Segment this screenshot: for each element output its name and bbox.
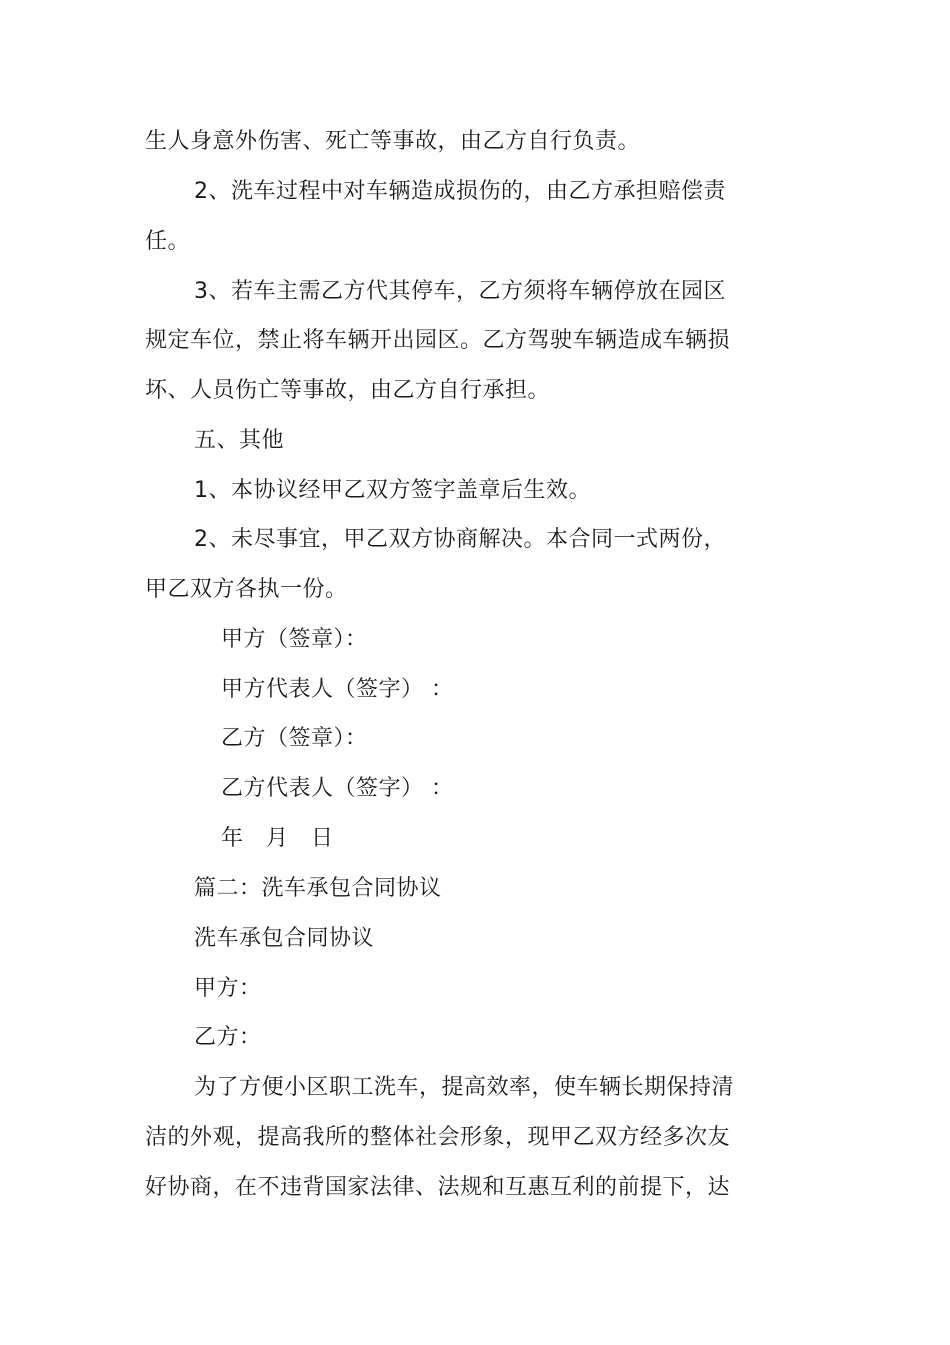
text-line: 任。 (145, 229, 191, 254)
party-b-field: 乙方： (194, 1025, 262, 1050)
section-heading: 五、其他 (194, 428, 285, 453)
party-a-field: 甲方： (194, 976, 262, 1001)
signature-party-a-seal: 甲方（签章）： (221, 627, 368, 652)
text-line: 甲乙双方各执一份。 (145, 577, 348, 602)
text-line: 2、未尽事宜，甲乙双方协商解决。本合同一式两份， (194, 527, 726, 552)
text-line: 规定车位，禁止将车辆开出园区。乙方驾驶车辆造成车辆损 (145, 328, 731, 353)
text-line: 洁的外观，提高我所的整体社会形象，现甲乙双方经多次友 (145, 1125, 731, 1150)
text-line: 2、洗车过程中对车辆造成损伤的，由乙方承担赔偿责 (194, 179, 726, 204)
text-line: 为了方便小区职工洗车，提高效率，使车辆长期保持清 (194, 1075, 735, 1100)
text-line: 3、若车主需乙方代其停车，乙方须将车辆停放在园区 (194, 279, 726, 304)
text-line: 坏、人员伤亡等事故，由乙方自行承担。 (145, 378, 551, 403)
text-line: 生人身意外伤害、死亡等事故，由乙方自行负责。 (145, 129, 641, 154)
signature-date: 年 月 日 (221, 826, 334, 851)
text-line: 好协商，在不违背国家法律、法规和互惠互利的前提下，达 (145, 1175, 731, 1200)
section-heading: 篇二：洗车承包合同协议 (194, 876, 442, 901)
signature-party-b-seal: 乙方（签章）： (221, 726, 368, 751)
document-title: 洗车承包合同协议 (194, 926, 375, 951)
signature-party-a-rep: 甲方代表人（签字） ： (221, 677, 454, 702)
signature-party-b-rep: 乙方代表人（签字） ： (221, 776, 454, 801)
text-line: 1、本协议经甲乙双方签字盖章后生效。 (194, 478, 591, 503)
